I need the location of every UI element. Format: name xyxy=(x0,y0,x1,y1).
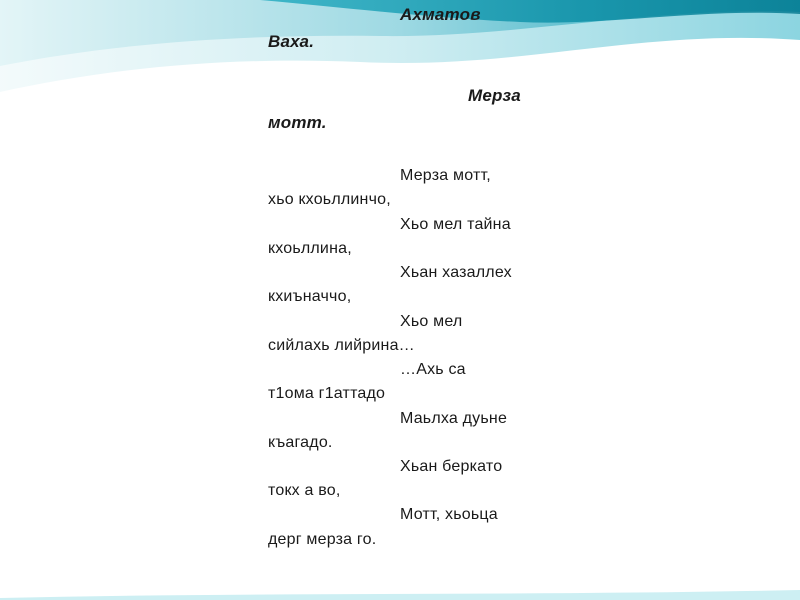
poem-line: Хьан беркато xyxy=(400,458,503,475)
poem-line: кхоьллина, xyxy=(268,240,352,257)
poem-line: къагадо. xyxy=(268,434,333,451)
poem-line: дерг мерза го. xyxy=(268,531,377,548)
author-name-line: Ахматов xyxy=(400,5,481,24)
poem-line: хьо кхоьллинчо, xyxy=(268,191,391,208)
poem-line: Мотт, хьоьца xyxy=(400,506,498,523)
poem-line: Хьан хазаллех xyxy=(400,264,512,281)
poem-line: сийлахь лийрина… xyxy=(268,337,415,354)
author-name-line: Ваха. xyxy=(268,32,315,51)
poem-line: Мерза мотт, xyxy=(400,167,491,184)
poem-line: токх а во, xyxy=(268,482,341,499)
poem-line: т1ома г1аттадо xyxy=(268,385,386,402)
poem-line: Хьо мел тайна xyxy=(400,216,511,233)
poem-line: кхиъначчо, xyxy=(268,288,352,305)
poem-line: Маьлха дуьне xyxy=(400,410,508,427)
poem-line: …Ахь са xyxy=(400,361,466,378)
poem-line: Хьо мел xyxy=(400,313,463,330)
poem-title-line: мотт. xyxy=(268,113,327,132)
poem-title-line: Мерза xyxy=(468,86,521,105)
